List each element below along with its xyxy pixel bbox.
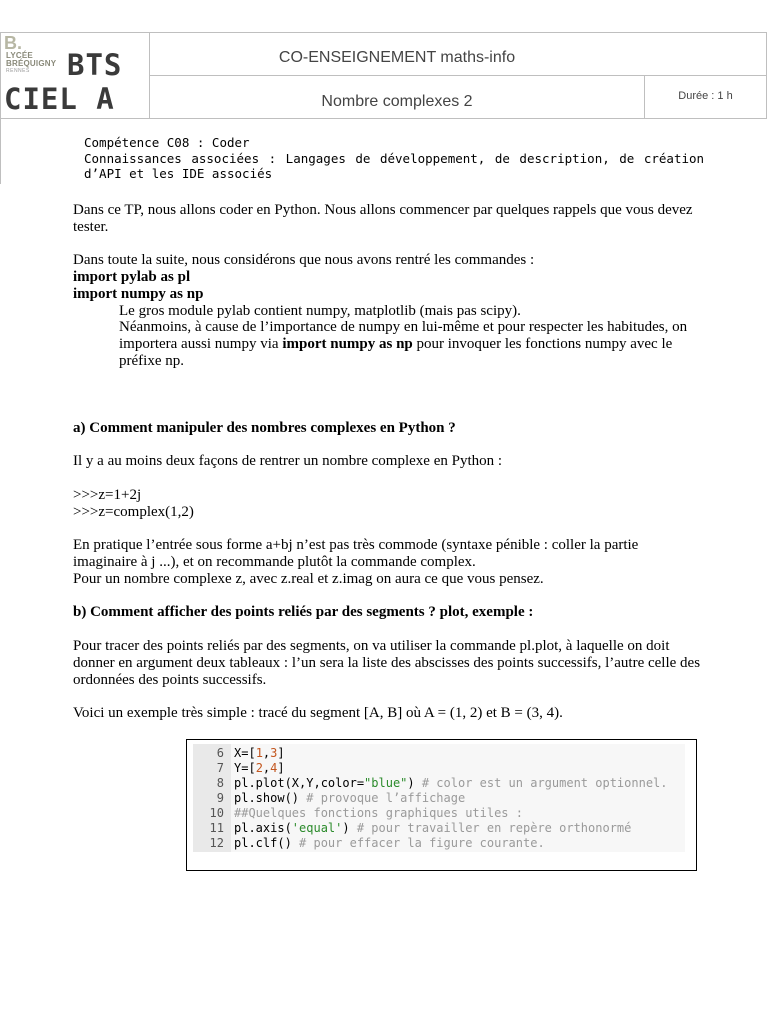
- section-a-text: Il y a au moins deux façons de rentrer un nombre complexe en Python :: [73, 453, 503, 469]
- duration-label: Durée : 1 h: [678, 90, 733, 102]
- header-mid-border: [150, 75, 766, 76]
- section-a-heading: a) Comment manipuler des nombres complexes en Python ?: [73, 420, 456, 436]
- line-number: 11: [209, 821, 224, 835]
- school-logo: [2, 33, 62, 74]
- header-right-border: [766, 32, 767, 119]
- competence-block: [84, 135, 714, 182]
- note-numpy: [119, 319, 709, 370]
- complex-example-1: >>>z=1+2j: [73, 487, 142, 503]
- section-b-heading: b) Comment afficher des points reliés par des segments ? plot, exemple :: [73, 604, 534, 620]
- import-pylab-command: import pylab as pl: [73, 269, 191, 285]
- note-numpy-command: import numpy as np: [282, 336, 413, 352]
- import-numpy-command: import numpy as np: [73, 286, 204, 302]
- assume-paragraph: Dans toute la suite, nous considérons que nous avons rentré les commandes :: [73, 252, 535, 268]
- line-number: 6: [216, 746, 224, 760]
- logo-line-1: LYCÉE: [6, 51, 33, 60]
- section-a-paragraph-1: En pratique l’entrée sous forme a+bj n’est pas très commode (syntaxe pénible : coller la partie imaginaire à j ...), et on recommande plutôt la commande complex.: [73, 537, 639, 570]
- course-title: CO-ENSEIGNEMENT maths-info: [278, 49, 516, 66]
- header-top-border: [0, 32, 766, 33]
- note-numpy-text-a: Néanmoins, à cause de l’importance de numpy en lui-même et pour respecter les habitudes, on importera aussi numpy via: [119, 319, 688, 352]
- line-number: 10: [209, 806, 224, 820]
- code-line: 11 pl.axis('equal') # pour travailler en repère orthonormé: [187, 821, 687, 836]
- document-title: Nombre complexes 2: [321, 93, 473, 110]
- section-b-paragraph-1: Pour tracer des points reliés par des segments, on va utiliser la commande pl.plot, à laquelle on doit donner en argument deux tableaux : l’un sera la liste des abscisses des points successifs, l’autre celle des ordonnées des points successifs.: [73, 638, 701, 688]
- competence-line-1: Compétence C08 : Coder: [84, 135, 250, 150]
- code-line: 12 pl.clf() # pour effacer la figure courante.: [187, 836, 687, 851]
- code-line: 7 Y=[2,4]: [187, 761, 687, 776]
- competence-line-3: d’API et les IDE associés: [84, 166, 273, 181]
- note-numpy-text-c: pour invoquer les fonctions numpy avec le préfixe np.: [119, 336, 673, 369]
- logo-line-2: BRÉQUIGNY: [6, 59, 57, 68]
- logo-line-3: RENNES: [6, 68, 30, 74]
- code-line: 8 pl.plot(X,Y,color="blue") # color est un argument optionnel.: [187, 776, 687, 791]
- complex-example-2: >>>z=complex(1,2): [73, 504, 194, 520]
- program-label: BTS: [67, 48, 123, 82]
- line-number: 9: [216, 791, 224, 805]
- line-number: 7: [216, 761, 224, 775]
- code-line: 6 X=[1,3]: [187, 746, 687, 761]
- code-line: 9 pl.show() # provoque l’affichage: [187, 791, 687, 806]
- note-pylab: Le gros module pylab contient numpy, matplotlib (mais pas scipy).: [119, 303, 521, 319]
- code-example-block: [186, 739, 697, 871]
- section-a-paragraph-2: Pour un nombre complexe z, avec z.real et z.imag on aura ce que vous pensez.: [73, 571, 544, 587]
- competence-line-2: Connaissances associées : Langages de développement, de description, de création: [84, 150, 705, 166]
- code-line: 10 ##Quelques fonctions graphiques utiles :: [187, 806, 687, 821]
- line-number: 12: [209, 836, 224, 850]
- header-left-border: [0, 32, 1, 184]
- line-number: 8: [216, 776, 224, 790]
- intro-paragraph: Dans ce TP, nous allons coder en Python. Nous allons commencer par quelques rappels que vous devez tester.: [73, 202, 693, 235]
- header-bottom-border: [0, 118, 766, 119]
- section-label: CIEL A: [4, 82, 115, 116]
- section-b-paragraph-2: Voici un exemple très simple : tracé du segment [A, B] où A = (1, 2) et B = (3, 4).: [73, 705, 563, 721]
- logo-mark-icon: B.: [4, 33, 22, 53]
